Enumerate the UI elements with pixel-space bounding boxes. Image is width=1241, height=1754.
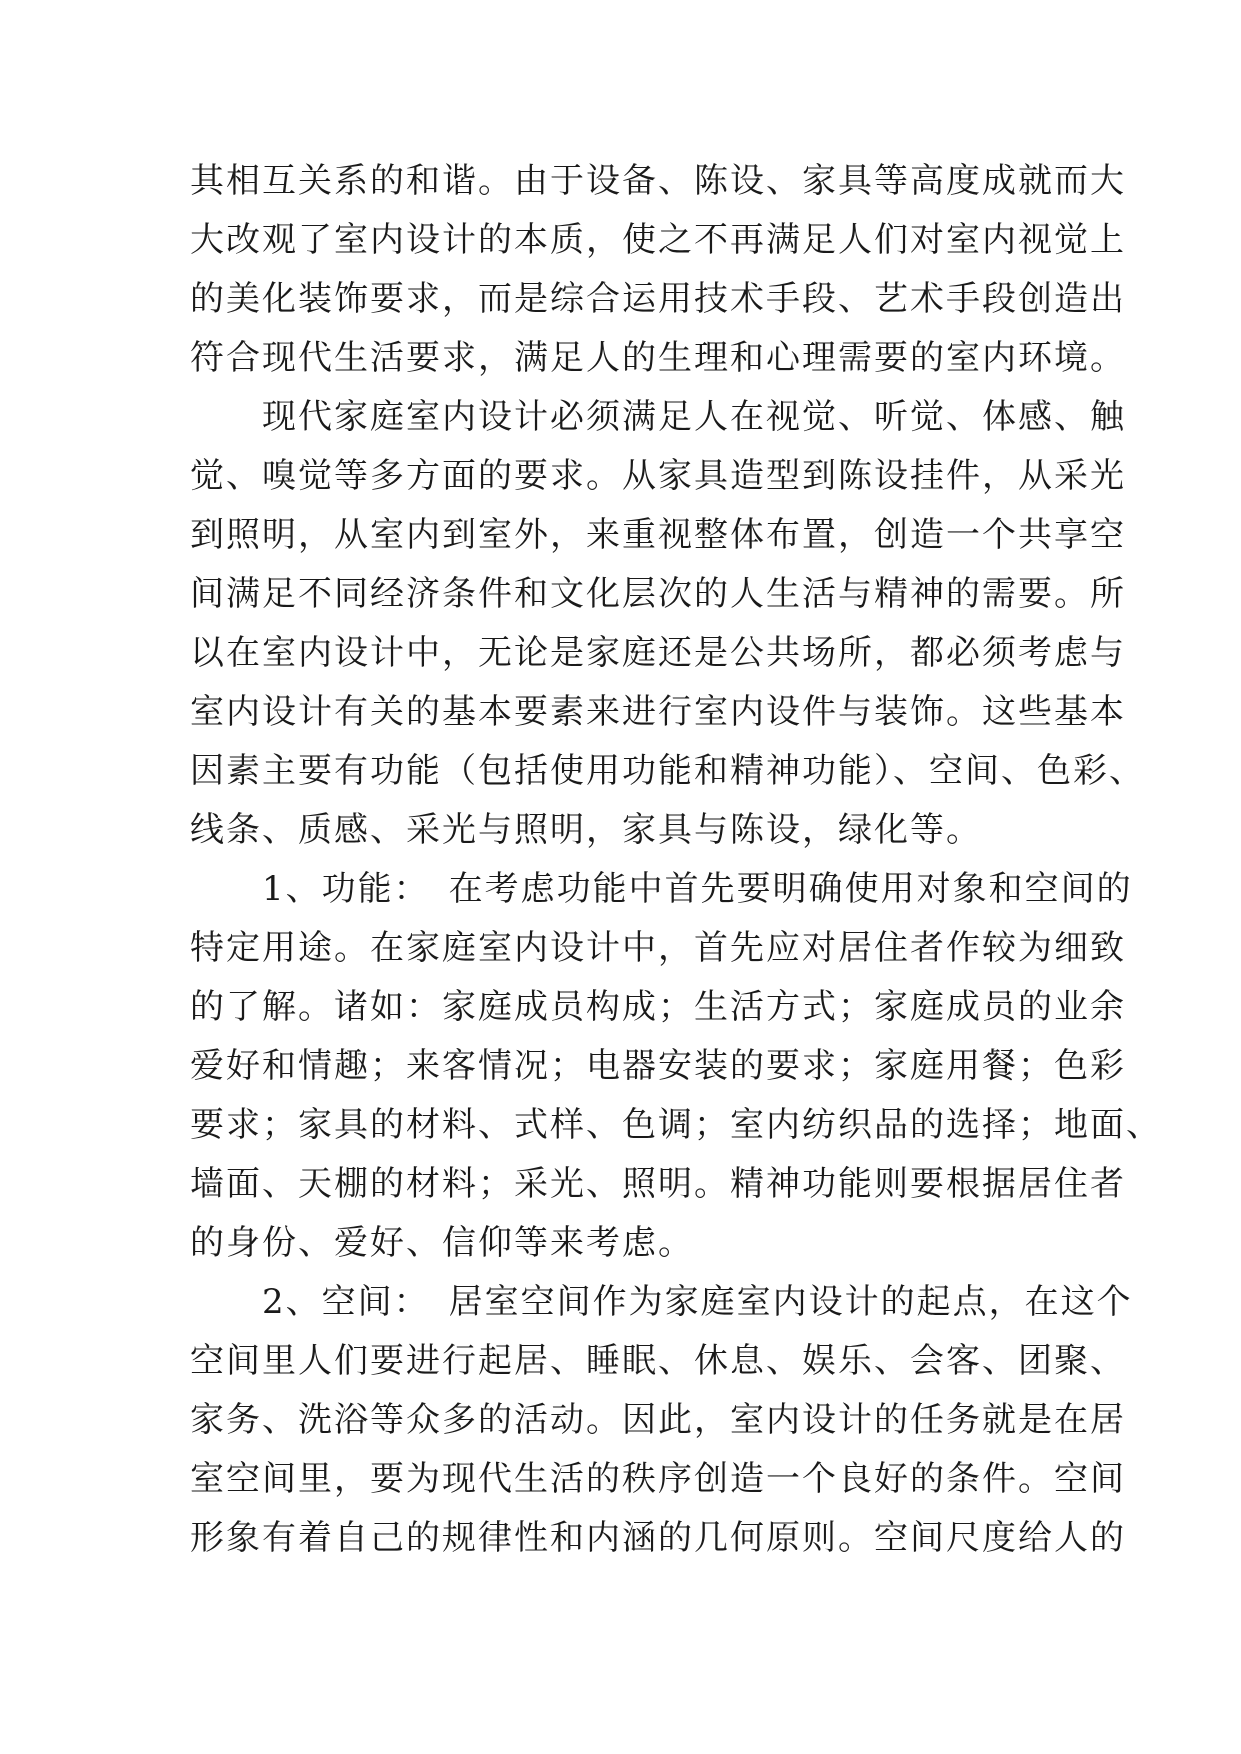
text-line: 要求；家具的材料、式样、色调；室内纺织品的选择；地面、 [190,1105,1162,1145]
text-line: 2、空间： 居室空间作为家庭室内设计的起点，在这个 [190,1282,1133,1322]
text-line: 的身份、爱好、信仰等来考虑。 [190,1223,694,1263]
text-line: 间满足不同经济条件和文化层次的人生活与精神的需要。所 [190,574,1126,614]
text-line: 大改观了室内设计的本质，使之不再满足人们对室内视觉上 [190,220,1126,260]
text-line: 符合现代生活要求，满足人的生理和心理需要的室内环境。 [190,338,1126,378]
text-line: 线条、质感、采光与照明，家具与陈设，绿化等。 [190,810,982,850]
document-body [190,152,1162,1568]
paragraph [190,388,1145,860]
text-line: 1、功能： 在考虑功能中首先要明确使用对象和空间的 [190,869,1133,909]
paragraph [190,152,1126,388]
text-line: 以在室内设计中，无论是家庭还是公共场所，都必须考虑与 [190,633,1126,673]
text-line: 到照明，从室内到室外，来重视整体布置，创造一个共享空 [190,515,1126,555]
paragraph [190,1273,1133,1568]
paragraph [190,860,1162,1273]
text-line: 空间里人们要进行起居、睡眠、休息、娱乐、会客、团聚、 [190,1341,1126,1381]
text-line: 的了解。诸如：家庭成员构成；生活方式；家庭成员的业余 [190,987,1126,1027]
text-line: 特定用途。在家庭室内设计中，首先应对居住者作较为细致 [190,928,1126,968]
text-line: 家务、洗浴等众多的活动。因此，室内设计的任务就是在居 [190,1400,1126,1440]
text-line: 其相互关系的和谐。由于设备、陈设、家具等高度成就而大 [190,161,1126,201]
text-line: 形象有着自己的规律性和内涵的几何原则。空间尺度给人的 [190,1518,1126,1558]
text-line: 现代家庭室内设计必须满足人在视觉、听觉、体感、触 [190,397,1126,437]
text-line: 室内设计有关的基本要素来进行室内设件与装饰。这些基本 [190,692,1126,732]
text-line: 室空间里，要为现代生活的秩序创造一个良好的条件。空间 [190,1459,1126,1499]
text-line: 墙面、天棚的材料；采光、照明。精神功能则要根据居住者 [190,1164,1126,1204]
text-line: 的美化装饰要求，而是综合运用技术手段、艺术手段创造出 [190,279,1126,319]
text-line: 因素主要有功能（包括使用功能和精神功能）、空间、色彩、 [190,751,1145,791]
text-line: 爱好和情趣；来客情况；电器安装的要求；家庭用餐；色彩 [190,1046,1126,1086]
text-line: 觉、嗅觉等多方面的要求。从家具造型到陈设挂件，从采光 [190,456,1126,496]
